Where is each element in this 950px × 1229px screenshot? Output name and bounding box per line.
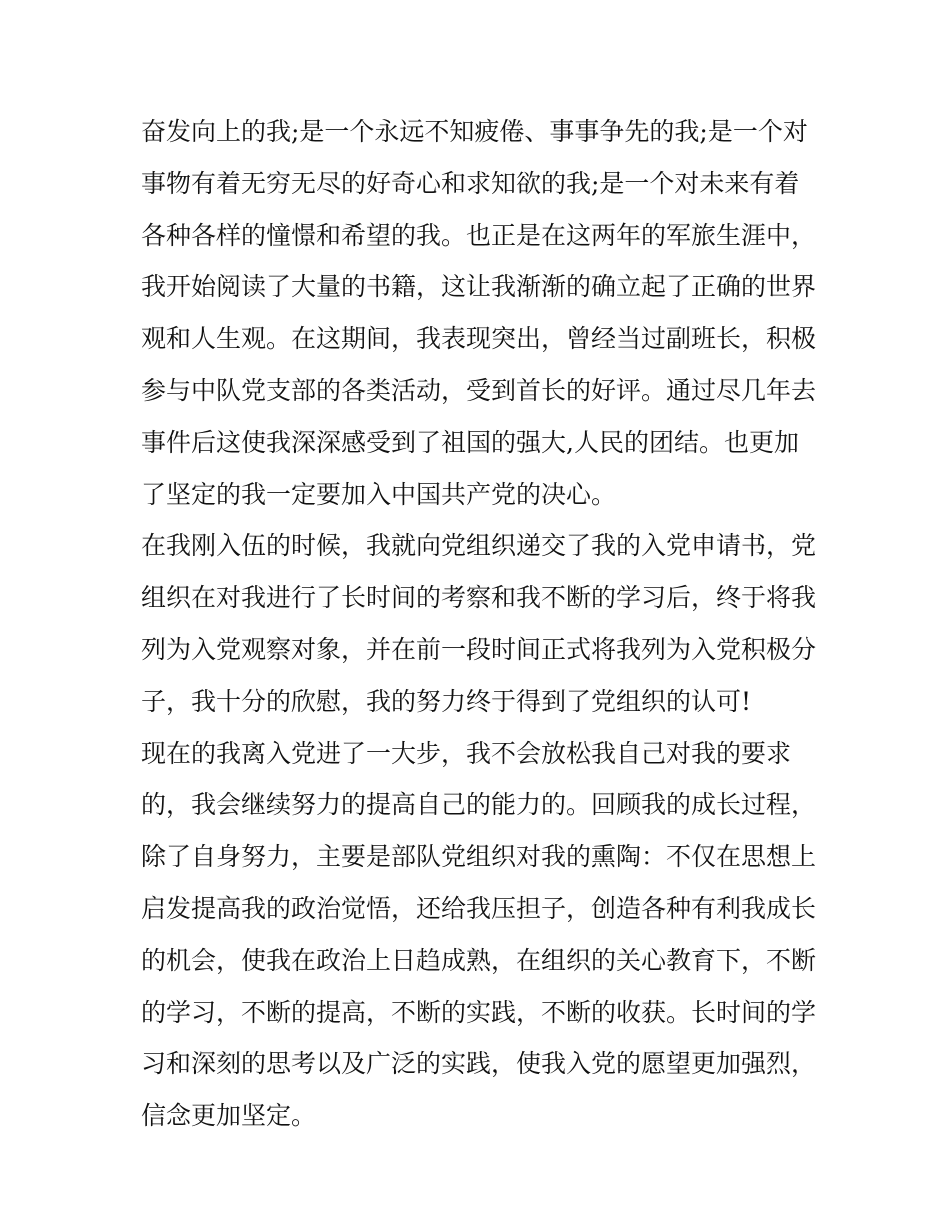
text-line: 除了自身努力，主要是部队党组织对我的熏陶：不仅在思想上: [141, 842, 817, 872]
text-line: 的机会，使我在政治上日趋成熟，在组织的关心教育下，不断: [141, 945, 817, 975]
text-line: 事件后这使我深深感受到了祖国的强大,人民的团结。也更加: [141, 427, 799, 457]
text-line: 的，我会继续努力的提高自己的能力的。回顾我的成长过程，: [141, 790, 817, 820]
text-line: 列为入党观察对象，并在前一段时间正式将我列为入党积极分: [141, 634, 817, 664]
text-line: 观和人生观。在这期间，我表现突出，曾经当过副班长，积极: [141, 324, 817, 354]
text-line: 组织在对我进行了长时间的考察和我不断的学习后，终于将我: [141, 583, 817, 613]
body-text: [141, 106, 821, 1142]
text-line: 了坚定的我一定要加入中国共产党的决心。: [141, 479, 617, 509]
text-line: 各种各样的憧憬和希望的我。也正是在这两年的军旅生涯中，: [141, 220, 817, 250]
text-line: 在我刚入伍的时候，我就向党组织递交了我的入党申请书，党: [141, 531, 817, 561]
text-line: 我开始阅读了大量的书籍，这让我渐渐的确立起了正确的世界: [141, 272, 817, 302]
text-line: 信念更加坚定。: [141, 1101, 317, 1131]
text-line: 事物有着无穷无尽的好奇心和求知欲的我;是一个对未来有着: [141, 168, 800, 198]
text-line: 奋发向上的我;是一个永远不知疲倦、事事争先的我;是一个对: [141, 117, 808, 146]
text-line: 子，我十分的欣慰，我的努力终于得到了党组织的认可!: [141, 686, 752, 716]
text-line: 参与中队党支部的各类活动，受到首长的好评。通过尽几年去: [141, 375, 817, 405]
text-line: 现在的我离入党进了一大步，我不会放松我自己对我的要求: [141, 738, 792, 768]
text-line: 的学习，不断的提高，不断的实践，不断的收获。长时间的学: [141, 997, 817, 1027]
text-line: 启发提高我的政治觉悟，还给我压担子，创造各种有利我成长: [141, 893, 817, 923]
text-line: 习和深刻的思考以及广泛的实践，使我入党的愿望更加强烈，: [141, 1049, 817, 1079]
